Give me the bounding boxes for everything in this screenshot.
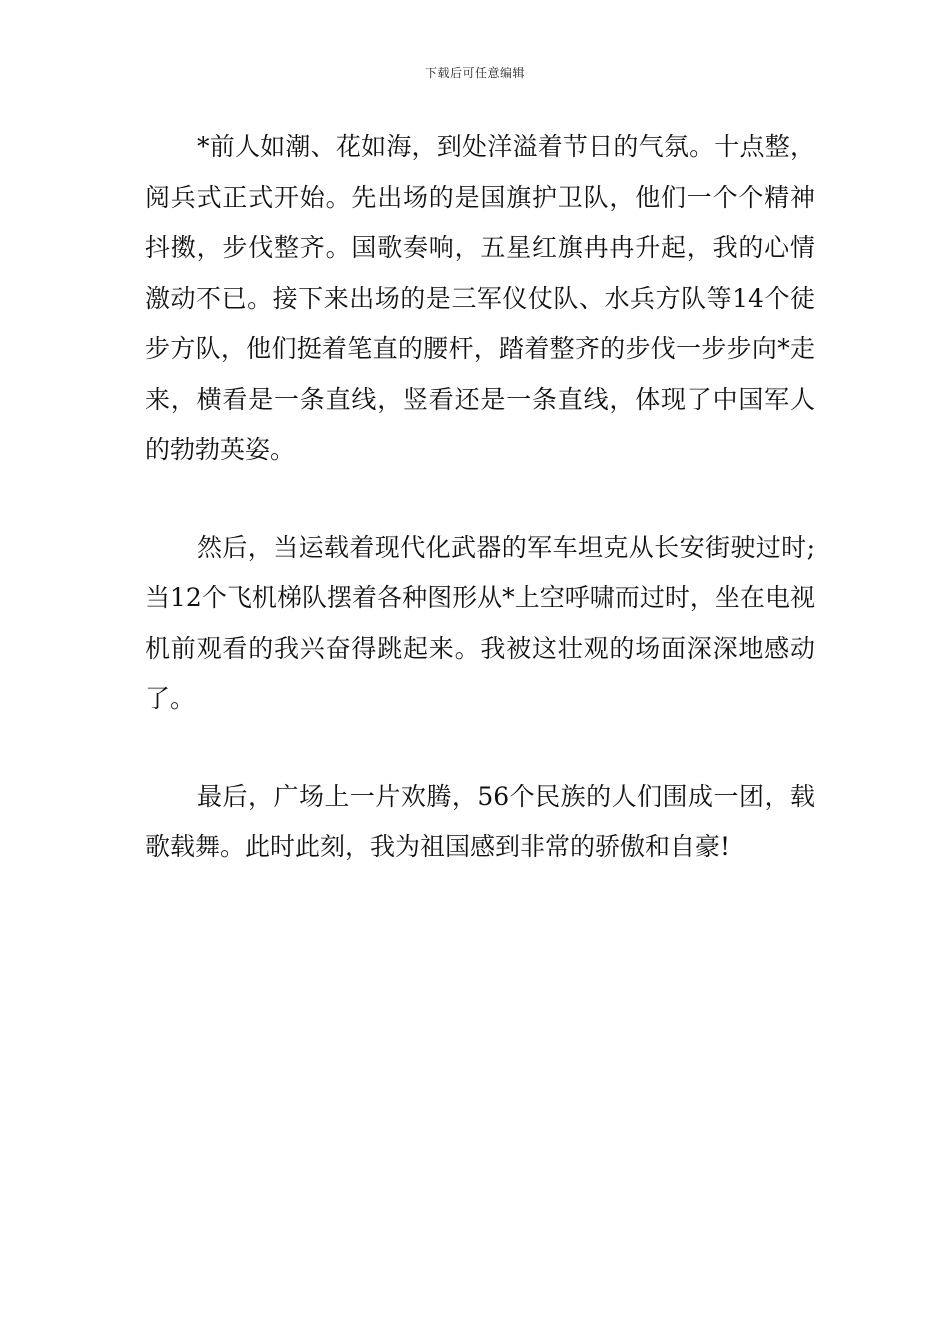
paragraph-parade-start: *前人如潮、花如海，到处洋溢着节日的气氛。十点整，阅兵式正式开始。先出场的是国旗护卫队，他们一个个精神抖擞，步伐整齐。国歌奏响，五星红旗冉冉升起，我的心情激动不已。接下来出场的是三军仪仗队、水兵方队等14个徒步方队，他们挺着笔直的腰杆，踏着整齐的步伐一步步向*走来，横看是一条直线，竖看还是一条直线，体现了中国军人的勃勃英姿。 xyxy=(145,132,815,464)
document-body xyxy=(145,122,815,873)
paragraph-celebration: 最后，广场上一片欢腾，56个民族的人们围成一团，载歌载舞。此时此刻，我为祖国感到非常的骄傲和自豪! xyxy=(145,781,815,861)
paragraph-vehicles-aircraft: 然后，当运载着现代化武器的军车坦克从长安街驶过时;当12个飞机梯队摆着各种图形从*上空呼啸而过时，坐在电视机前观看的我兴奋得跳起来。我被这壮观的场面深深地感动了。 xyxy=(145,532,815,713)
header-note: 下载后可任意编辑 xyxy=(424,66,525,80)
